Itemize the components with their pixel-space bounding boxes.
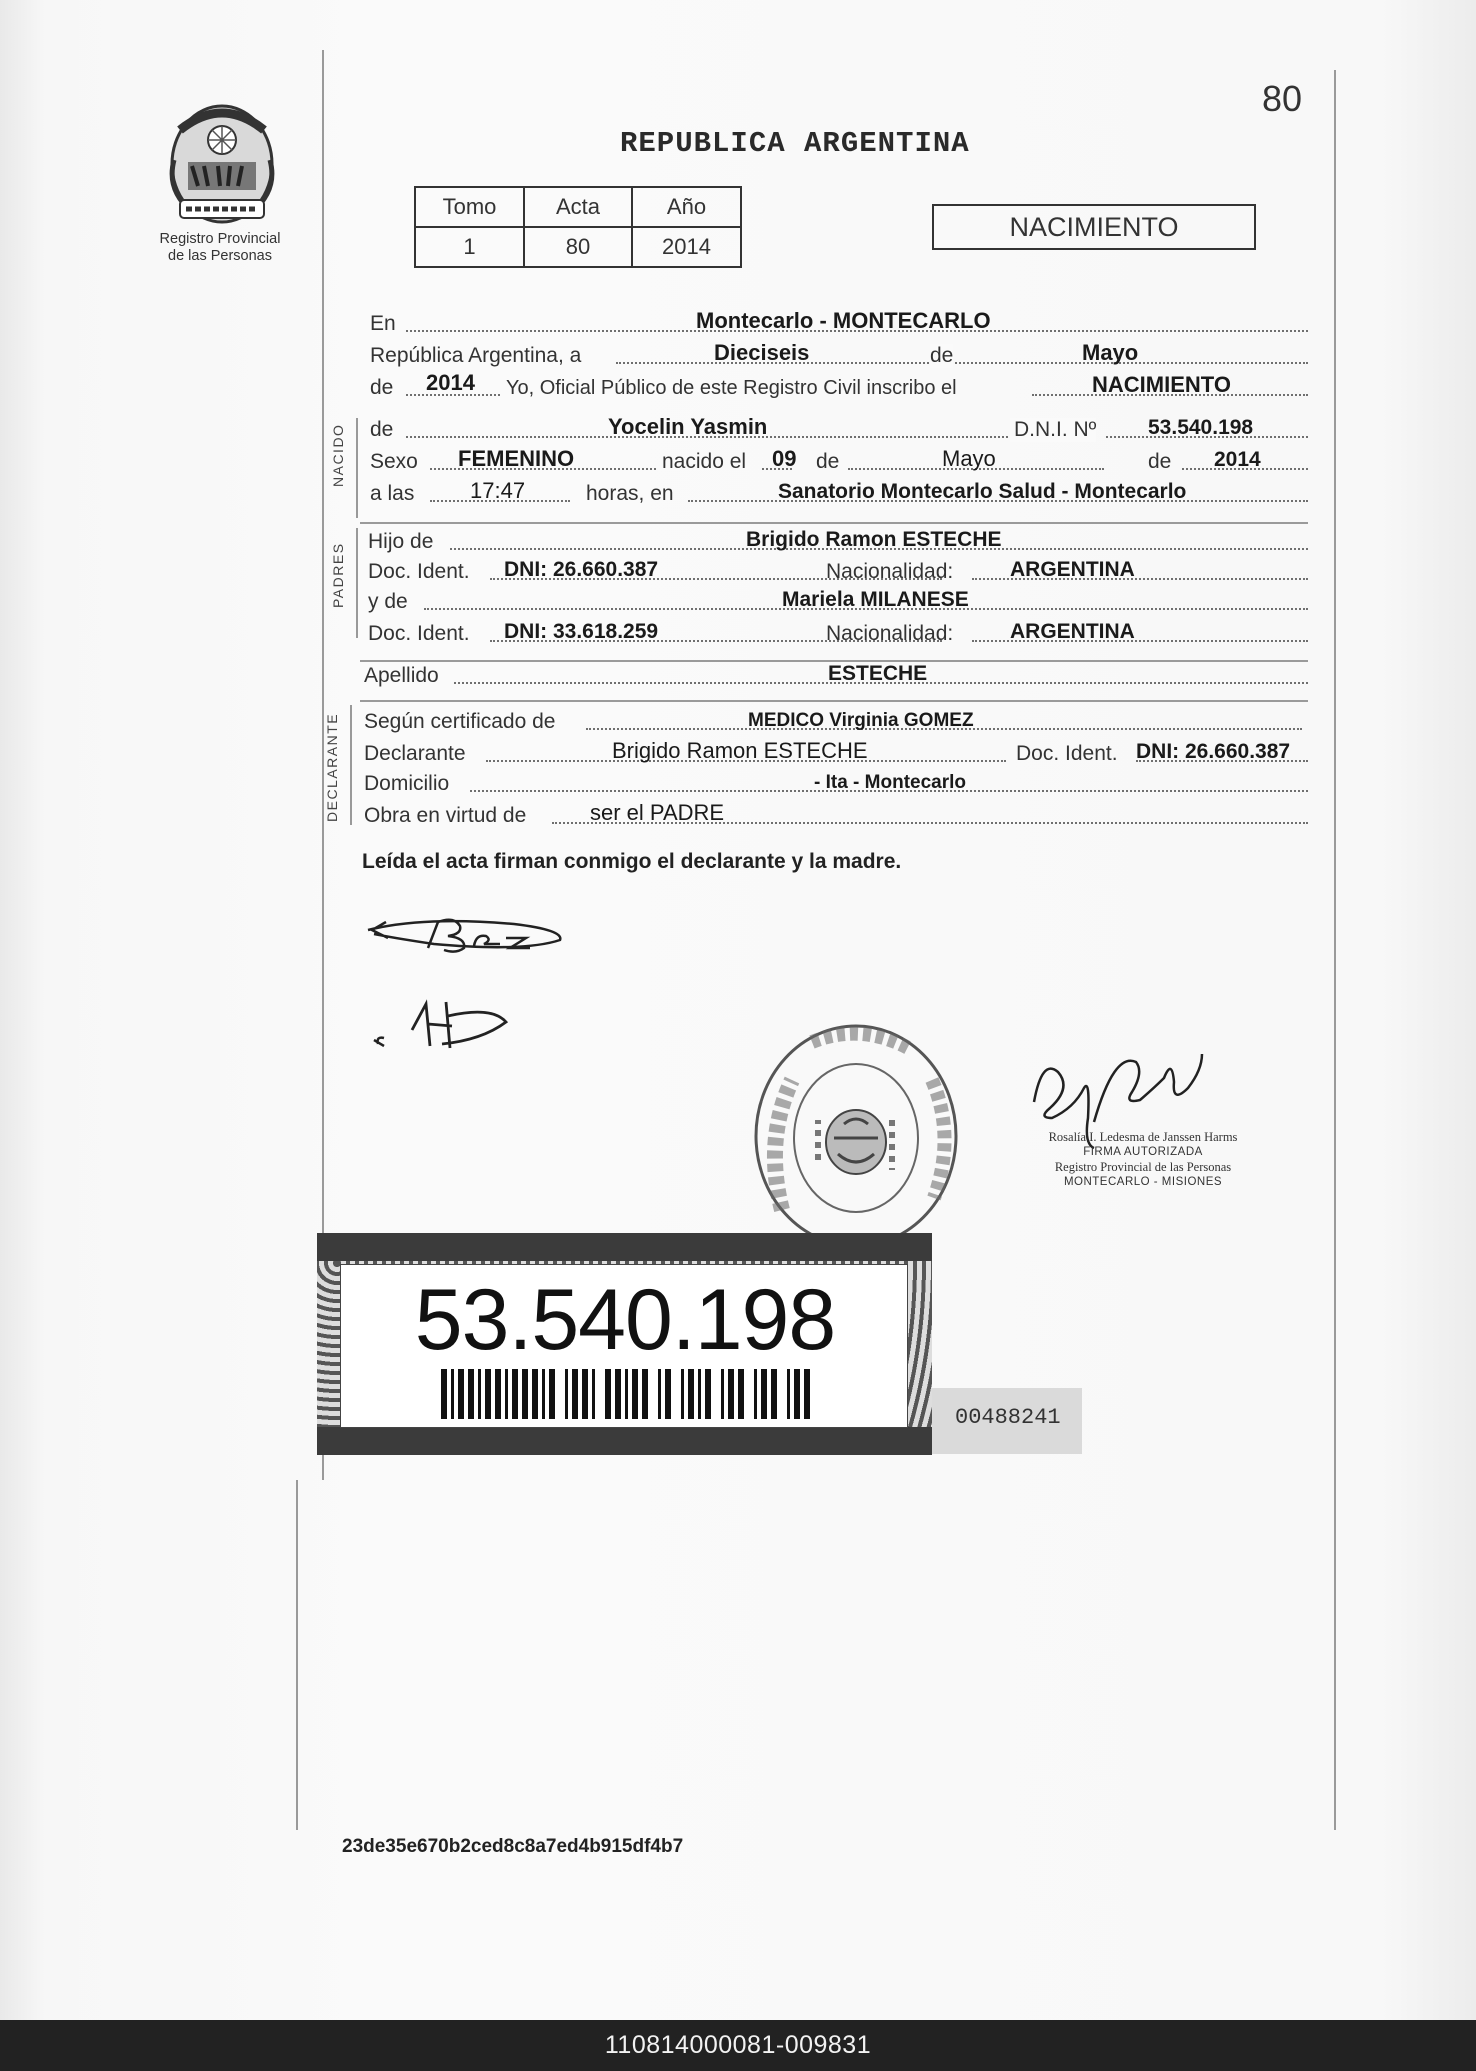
row-fecha (368, 340, 1308, 370)
acta-header: Acta (524, 187, 632, 227)
authority-block (1008, 1130, 1278, 1190)
declarante-doc: DNI: 26.660.387 (1136, 740, 1291, 763)
cert-label: Según certificado de (364, 710, 556, 733)
row-inscripcion (368, 372, 1308, 402)
dni-value: 53.540.198 (1148, 416, 1254, 439)
obra-value: ser el PADRE (590, 800, 725, 825)
nacido-mes: Mayo (942, 446, 996, 471)
declarante-section-line (350, 705, 352, 825)
nacido-anio: 2014 (1214, 448, 1261, 471)
acta-value: 80 (524, 227, 632, 267)
authority-role: FIRMA AUTORIZADA (1083, 1146, 1203, 1158)
sexo-label: Sexo (370, 450, 418, 473)
declarante-doc-label: Doc. Ident. (1016, 742, 1118, 765)
row-padre-doc (368, 556, 1308, 586)
provincial-seal-icon (162, 100, 282, 228)
padre-nac-label: Nacionalidad: (826, 560, 954, 583)
nombre-label: de (370, 418, 394, 441)
nacido-section-line (356, 418, 358, 518)
declarante-section-label: DECLARANTE (324, 712, 340, 822)
closing-statement: Leída el acta firman conmigo el declarante y la madre. (362, 850, 902, 873)
row-declarante (364, 738, 1308, 768)
record-number-table (414, 186, 742, 268)
padre-doc: DNI: 26.660.387 (504, 558, 659, 581)
dia-value: Dieciseis (714, 340, 810, 365)
de2-label: de (370, 376, 394, 399)
rule-after-nacido (360, 522, 1308, 524)
apellido-label: Apellido (364, 664, 439, 687)
sticker-top-border (317, 1233, 932, 1261)
yde-label: y de (368, 590, 408, 613)
declarant-signature (364, 908, 574, 966)
authority-office: Registro Provincial de las Personas (1054, 1160, 1232, 1174)
declarante-label: Declarante (364, 742, 466, 765)
cert-value: MEDICO Virginia GOMEZ (748, 710, 974, 731)
horas-label: horas, en (586, 482, 674, 505)
madre-nac: ARGENTINA (1010, 620, 1135, 643)
lugar-value: Sanatorio Montecarlo Salud - Montecarlo (778, 480, 1187, 503)
registry-caption (140, 231, 300, 265)
serial-number: 00488241 (955, 1405, 1061, 1430)
padres-section-line (356, 528, 358, 638)
madre-doc: DNI: 33.618.259 (504, 620, 659, 643)
row-madre (368, 586, 1308, 616)
row-madre-doc (368, 618, 1308, 648)
nacido-dia: 09 (772, 446, 797, 471)
authority-name: Rosalía I. Ledesma de Janssen Harms (1048, 1130, 1238, 1144)
apellido-value: ESTECHE (828, 662, 928, 685)
nacido-section-label: NACIDO (330, 423, 346, 487)
right-margin-line (1334, 70, 1336, 1830)
row-certificado (364, 706, 1308, 736)
domicilio-value: - Ita - Montecarlo (814, 772, 967, 793)
row-lugar (368, 308, 1308, 338)
mes-value: Mayo (1082, 340, 1139, 365)
padre-doc-label: Doc. Ident. (368, 560, 470, 583)
inscribo-text: Yo, Oficial Público de este Registro Civil inscribo el (506, 377, 957, 399)
alas-label: a las (370, 482, 415, 505)
registry-caption-line1: Registro Provincial (159, 231, 281, 247)
en-label: En (370, 312, 396, 335)
madre-value: Mariela MILANESE (782, 588, 969, 611)
row-domicilio (364, 768, 1308, 798)
en-value: Montecarlo - MONTECARLO (696, 308, 991, 333)
declarante-value: Brigido Ramon ESTECHE (612, 738, 868, 763)
sexo-value: FEMENINO (458, 446, 575, 471)
hijo-label: Hijo de (368, 530, 434, 553)
barcode-label (340, 1264, 908, 1428)
tomo-value: 1 (415, 227, 524, 267)
domicilio-label: Domicilio (364, 772, 450, 795)
document-hash: 23de35e670b2ced8c8a7ed4b915df4b7 (342, 1836, 684, 1857)
sticker-bottom-border (317, 1427, 932, 1455)
footer-id: 110814000081-009831 (604, 2031, 872, 2059)
barcode-bars (441, 1369, 811, 1419)
rule-after-apellido (360, 700, 1308, 702)
tomo-header: Tomo (415, 187, 524, 227)
mother-signature (372, 996, 516, 1058)
row-obra (364, 800, 1308, 830)
official-stamp-icon (752, 1020, 960, 1252)
record-type-box: NACIMIENTO (932, 204, 1256, 250)
hora-value: 17:47 (470, 478, 526, 503)
obra-label: Obra en virtud de (364, 804, 527, 827)
row-nombre (368, 414, 1308, 444)
page-number: 80 (1262, 78, 1303, 119)
row-apellido (364, 660, 1308, 690)
republica-label: República Argentina, a (370, 344, 582, 367)
padre-nac: ARGENTINA (1010, 558, 1135, 581)
madre-doc-label: Doc. Ident. (368, 622, 470, 645)
nacido-de2-label: de (1148, 450, 1172, 473)
registry-caption-line2: de las Personas (168, 248, 272, 264)
authority-location: MONTECARLO - MISIONES (1063, 1176, 1223, 1188)
madre-nac-label: Nacionalidad: (826, 622, 954, 645)
inscribo-value: NACIMIENTO (1092, 372, 1231, 397)
anio-header: Año (632, 187, 741, 227)
row-sexo (368, 446, 1308, 476)
nacido-de-label: de (816, 450, 840, 473)
row-padre (368, 526, 1308, 556)
dni-label: D.N.I. Nº (1010, 418, 1096, 442)
country-heading: REPUBLICA ARGENTINA (620, 127, 970, 160)
padres-section-label: PADRES (330, 542, 346, 608)
left-margin-line-lower (296, 1480, 298, 1830)
nacido-label: nacido el (662, 450, 747, 473)
barcode-number: 53.540.198 (414, 1272, 836, 1368)
anio-value: 2014 (632, 227, 741, 267)
de-label: de (930, 344, 954, 367)
padre-value: Brigido Ramon ESTECHE (746, 528, 1002, 551)
anio-value: 2014 (426, 370, 475, 395)
row-hora (368, 478, 1308, 508)
nombre-value: Yocelin Yasmin (608, 414, 768, 439)
